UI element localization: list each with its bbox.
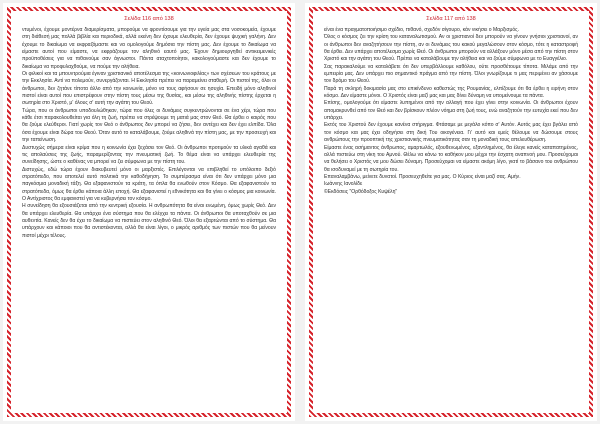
paragraph: είναι ένα πραγματοποιήσιμο σχέδιο, πιθανό, σχεδόν σίγουρο, κάν νικήσει ο Μαρξισμός. [324, 27, 520, 33]
paragraph: Τώρα, που οι άνθρωποι υποδουλώθηκαν, τώρα που όλες οι δυνάμεις συγκεντρώνονται σε ένα χέρι, τώρα που κάθε έτσι παρακολουθείται για όλη τη ζωή, πρέπει να στρέψουμε τη ματιά μας στον Θεό. Θα έρθει ο καιρός που θα ζούμε ελεύθεροι. Γιατί χωρίς τον Θεό ο άνθρωπος δεν μπορεί να ζήσει, δεν αντέχει και δεν έχει ελπίδα. Όλα όσα έχουμε είναι δώρα του Θεού. Όταν αυτό το καταλάβουμε, ζούμε αληθινά την πίστη μας, με την προσευχή και την ταπείνωση. [22, 107, 276, 144]
left-page [3, 3, 295, 421]
page-body [324, 27, 578, 196]
paragraph: Επίσης, ομολογούμε ότι είμαστε λυπημένοι από την αλλαγή που έχει γίνει στην κοινωνία. Οι άνθρωποι έχουν απομακρυνθεί από τον Θεό και δεν βρίσκουν πλέον νόημα στη ζωή τους, ενώ αναζητούν την ευτυχία εκεί που δεν υπάρχει. [324, 100, 578, 122]
paragraph: Δυστυχώς σήμερα είναι κρίμα που η κοινωνία έχει ξεχάσει τον Θεό. Οι άνθρωποι προτιμούν τα υλικά αγαθά και τις απολαύσεις της ζωής, παραμερίζοντας την πνευματική ζωή. Το θέμα είναι να υπάρχει ελευθερία της συνείδησης, ώστε ο καθένας να μπορεί να ζει σύμφωνα με την πίστη του. [22, 144, 276, 166]
paragraph: Σας παρακαλούμε να καταλάβετε ότι δεν υπερβάλλουμε καθόλου, ούτε προσθέτουμε τίποτα. Μιλάμε από την εμπειρία μας. Δεν υπάρχει πιο σημαντικό πράγμα από την πίστη. Όλοι γνωρίζουμε τι μας περιμένει αν χάσουμε τον δρόμο του Θεού. [324, 63, 578, 85]
paragraph: Όλος ο κόσμος ζει την κρίση του καταναλωτισμού. Αν οι χριστιανοί δεν μπορούν να γίνουν γνήσιοι χριστιανοί, αν οι άνθρωποι δεν αναζητήσουν την πίστη, αν οι δυνάμεις του κακού μεγαλώσουν στον κόσμο, τότε η καταστροφή θα έρθει. Δεν υπάρχει αποτέλεσμα χωρίς Θεό. Οι άνθρωποι μπορούν να αλλάξουν μόνο μέσα από την πίστη στον Χριστό και την αγάπη του Θεού. Πρέπει να καταλάβουμε την αλήθεια και να ζούμε σύμφωνα με το Ευαγγέλιο. [324, 34, 578, 63]
paragraph: Οι φιλικοί και τα μπουντρούμια έγιναν χριστιανικό αποτέλεσμα της «κοινωνιοφιλίας» των σχέσεων του κράτους με την Εκκλησία. Αντί να πολεμούν, συνεργάζονται. Η Εκκλησία πρέπει να παραμείνει σταθερή. Οι πιστοί της, όλοι οι άνθρωποι, δεν ζητάνε τίποτα άλλο από την κοινωνία, μόνο να τους αφήσουν σε ησυχία. Επειδή μόνο αληθινοί πιστοί είναι αυτοί που επιστρέφουν στην πίστη τους μέσω της θυσίας, και μέσω της αληθινής πίστης έρχεται η σωτηρία στο Χριστό, μ' όλους σ' αυτή την αγάπη του Θεού. [22, 71, 276, 107]
paragraph: Είμαστε ένας ασήμαντος άνθρωπος, αμαρτωλός, εξουθενωμένος, εξαντλημένος, θα έλεγε κανείς καταπατημένος, αλλά πιστεύω στη νίκη του Αμνού. Θέλω να κάνω το καθήκον μου μέχρι την έσχατη αναπνοή μου. Προσεύχομαι να θελήσει ο Χριστός να μου δώσει δύναμη. Προσεύχομαι να είμαστε ακόμη λίγο, γιατί το βάσανο του ανθρώπου θα ισοδυναμεί με τη σωτηρία του. [324, 144, 578, 173]
page-body [22, 27, 276, 240]
right-page [305, 3, 597, 421]
page-number: Σελίδα 117 από 138 [426, 16, 476, 22]
paragraph: Η συνείδηση θα εξουσιάζεται από την κεντρική εξουσία. Η ανθρωπότητα θα είναι ενωμένη, όμως χωρίς Θεό. Δεν θα υπάρχει ελευθερία. Θα υπάρχει ένα σύστημα που θα ελέγχει τα πάντα. Οι άνθρωποι θα υποταχθούν σε μια αυθεντία. Κανείς δεν θα έχει το δικαίωμα να πιστεύει στον αληθινό Θεό. Όλοι θα εξαρτώνται από το σύστημα. Θα υπάρχουν και κάποιοι που θα αντιστέκονται, αλλά θα είναι λίγοι, ο μικρός αριθμός των πιστών που θα μείνουν πιστοί μέχρι τέλους. [22, 203, 276, 239]
paragraph: Εκτός του Χριστού δεν έχουμε κανένα στήριγμα. Φτάσαμε με μεγάλο κόπο σ' Αυτόν. Αυτός μας έχει βγάλει από τον κόσμο και μας έχει οδηγήσει στη δική Του οικογένεια. Γι' αυτό και εμείς θέλουμε να δώσουμε στους ανθρώπους την προοπτική της χριστιανικής πνευματικότητας σαν τη μοναδική τους απελευθέρωση. [324, 122, 578, 144]
paragraph: Παρά τη σκληρή δοκιμασία μας στο επικίνδυνο καθεστώς της Ρουμανίας, ελπίζουμε ότι θα έρθει η ειρήνη στον κόσμο. Δεν είμαστε μόνοι. Ο Χριστός είναι μαζί μας και μας δίνει δύναμη να υπομείνουμε τα πάντα. [324, 85, 578, 100]
paragraph: Διστυχώς, εδώ τώρα έχουν διακυβευτεί μόνο οι μαρξιστές. Επιλέγονται να επιβληθεί το υπόλοιπο δεξιό στρατόπεδο, που αποτελεί αυτό πολιτικά την καθοδήγηση. Το συμπέρασμα είναι ότι δεν υπάρχει μόνο μια παγκόσμια μοναδική τάξη. Θα εξαφανιστούν τα κράτη, τα όπλα θα ενωθούν στον Κόσμο. Θα εξαφανιστούν τα στρατόπεδα, όμως θα έρθει κάποια άλλη εποχή. Θα εξαφανιστεί η εθνικότητα και θα γίνει ο κόσμος μια κοινωνία. Ο Αντίχριστος θα εμφανιστεί για να κυβερνήσει τον κόσμο. [22, 166, 276, 202]
paragraph: ντυμένοι, έχουμε μοντέρνα διαμερίσματα, μπορούμε να φροντίσουμε για την υγεία μας στα νοσοκομεία, έχουμε στη διάθεσή μας πολλά βιβλία και περιοδικά, αλλά εκείνη δεν έχουμε ελευθερία, δεν έχουμε ψυχική γαλήνη. Δεν έχουμε το δικαίωμα να εκφραζόμαστε και να ομολογούμε δημόσια την πίστη μας. Δεν έχουμε το δικαίωμα να είμαστε αυτοί που είμαστε, να εκφράζουμε τον αληθινό εαυτό μας. Έχουν δημιουργηθεί αντικειμενικές προϋποθέσεις για να πιθανούμε σαν άγνωστοι. Πάντα αταχτοποίητοι, κακολογούμαστε και δεν έχουμε το δικαίωμα να προφυλαχθούμε, να πούμε την αλήθεια. [22, 27, 276, 70]
paragraph: Επαναλαμβάνω, μείνετε δυνατοί. Προσευχηθείτε για μας. Ο Κύριος είναι μαζί σας. Αμήν. [324, 173, 521, 180]
page-number: Σελίδα 116 από 138 [124, 16, 174, 22]
signature-name: Ιωάννης Ιανολίδε [324, 181, 363, 188]
copyright-line: ©Εκδόσεις "Ορθόδοξος Κυψέλη" [324, 188, 398, 195]
